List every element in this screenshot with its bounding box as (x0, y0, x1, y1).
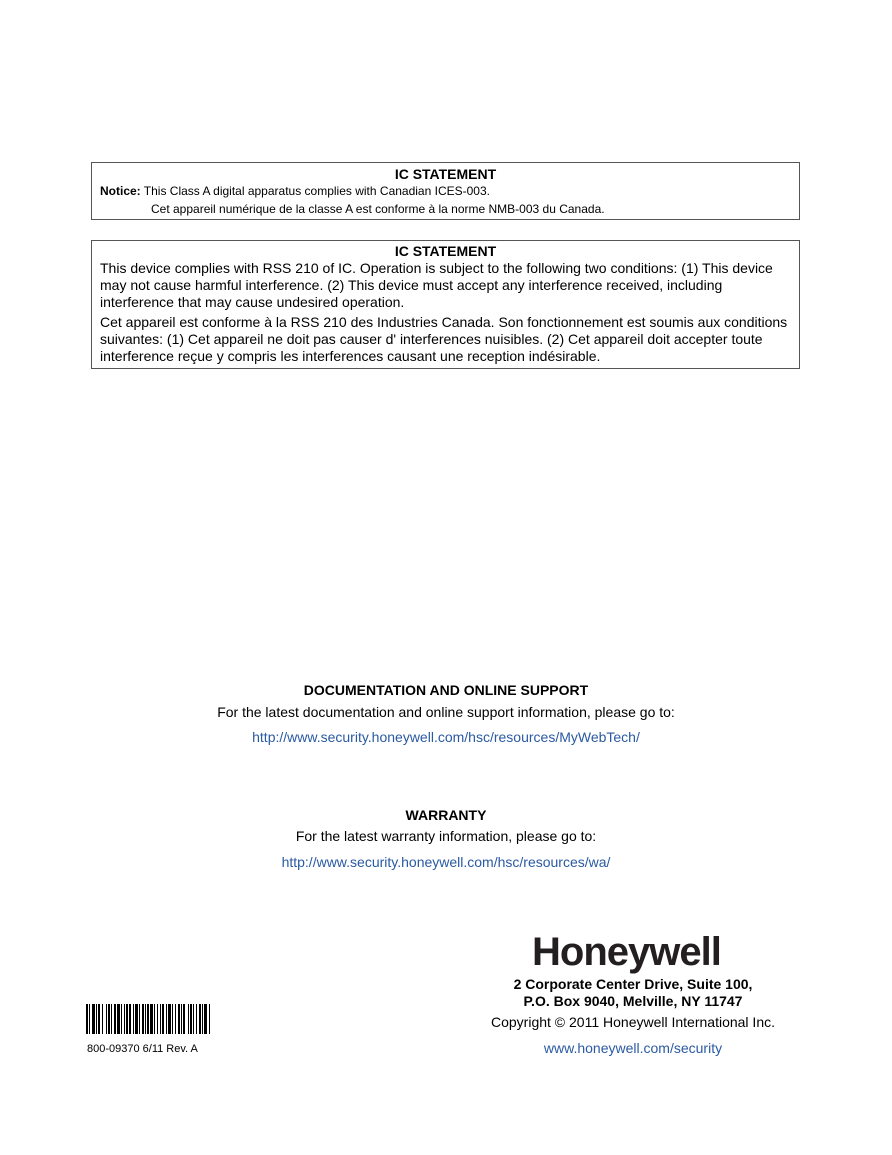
barcode-icon (86, 1004, 298, 1034)
barcode-bar (108, 1004, 110, 1034)
warranty-title: WARRANTY (405, 807, 487, 823)
copyright-text: Copyright © 2011 Honeywell International Inc. (491, 1014, 775, 1030)
notice-french-text: Cet appareil numérique de la classe A est conforme à la norme NMB-003 du Canada. (151, 202, 605, 216)
documentation-text: For the latest documentation and online support information, please go to: (217, 704, 675, 720)
barcode-bar (166, 1004, 167, 1034)
address-line-1: 2 Corporate Center Drive, Suite 100, (513, 976, 753, 992)
barcode-bar (126, 1004, 128, 1034)
barcode-bar (188, 1004, 189, 1034)
barcode-bar (89, 1004, 90, 1034)
ic-statement-title: IC STATEMENT (394, 243, 497, 259)
barcode-bar (168, 1004, 171, 1034)
barcode-bar (92, 1004, 95, 1034)
barcode-bar (204, 1004, 207, 1034)
barcode-bar (139, 1004, 140, 1034)
barcode-bar (117, 1004, 120, 1034)
ic-statement-title: IC STATEMENT (394, 166, 497, 182)
barcode-bar (129, 1004, 131, 1034)
barcode-bar (181, 1004, 182, 1034)
warranty-text: For the latest warranty information, please go to: (295, 828, 597, 844)
barcode-bar (111, 1004, 112, 1034)
ic-statement-box-2 (91, 240, 800, 369)
rss-paragraph-french: Cet appareil est conforme à la RSS 210 des Industries Canada. Son fonctionnement est soumis aux conditions suivantes: (1) Cet appareil ne doit pas causer d' interferences nuisibles. (2) Cet appareil doit accepter toute interference reçue y compris les interferences causant une reception indésirable. (100, 314, 788, 364)
ic-statement-box-1 (91, 162, 800, 220)
notice-label: Notice: (100, 184, 141, 198)
barcode-bar (96, 1004, 97, 1034)
barcode-bar (193, 1004, 194, 1034)
barcode-bar (209, 1004, 210, 1034)
barcode-bar (157, 1004, 158, 1034)
notice-text: This Class A digital apparatus complies with Canadian ICES-003. (140, 184, 490, 198)
barcode-bar (133, 1004, 134, 1034)
address-line-2: P.O. Box 9040, Melville, NY 11747 (523, 993, 743, 1009)
barcode-bar (142, 1004, 144, 1034)
barcode-bar (145, 1004, 146, 1034)
barcode-bar (160, 1004, 161, 1034)
documentation-title: DOCUMENTATION AND ONLINE SUPPORT (303, 682, 589, 698)
barcode-bar (196, 1004, 197, 1034)
barcode-bar (121, 1004, 122, 1034)
barcode-bar (135, 1004, 138, 1034)
rss-paragraph-english: This device complies with RSS 210 of IC. Operation is subject to the following two conditions: (1) This device may not cause harmful interference. (2) This device must accept any interference received, including interference that may cause undesired operation. (100, 260, 773, 310)
barcode-bar (162, 1004, 164, 1034)
barcode-bar (106, 1004, 107, 1034)
part-number: 800-09370 6/11 Rev. A (87, 1043, 198, 1055)
barcode-bar (190, 1004, 192, 1034)
barcode-bar (86, 1004, 88, 1034)
barcode-bar (178, 1004, 180, 1034)
company-website-link[interactable]: www.honeywell.com/security (543, 1040, 723, 1056)
barcode-bar (154, 1004, 155, 1034)
barcode-bar (183, 1004, 185, 1034)
barcode-bar (147, 1004, 149, 1034)
warranty-link[interactable]: http://www.security.honeywell.com/hsc/resources/wa/ (281, 854, 611, 870)
honeywell-logo: Honeywell (532, 930, 721, 974)
documentation-link[interactable]: http://www.security.honeywell.com/hsc/resources/MyWebTech/ (252, 729, 640, 745)
barcode-bar (98, 1004, 100, 1034)
barcode-bar (202, 1004, 203, 1034)
barcode-bar (114, 1004, 116, 1034)
barcode-bar (175, 1004, 176, 1034)
barcode-bar (102, 1004, 103, 1034)
barcode-bar (124, 1004, 125, 1034)
barcode-bar (150, 1004, 153, 1034)
barcode-bar (172, 1004, 173, 1034)
notice-line (100, 183, 791, 200)
barcode-bar (199, 1004, 201, 1034)
